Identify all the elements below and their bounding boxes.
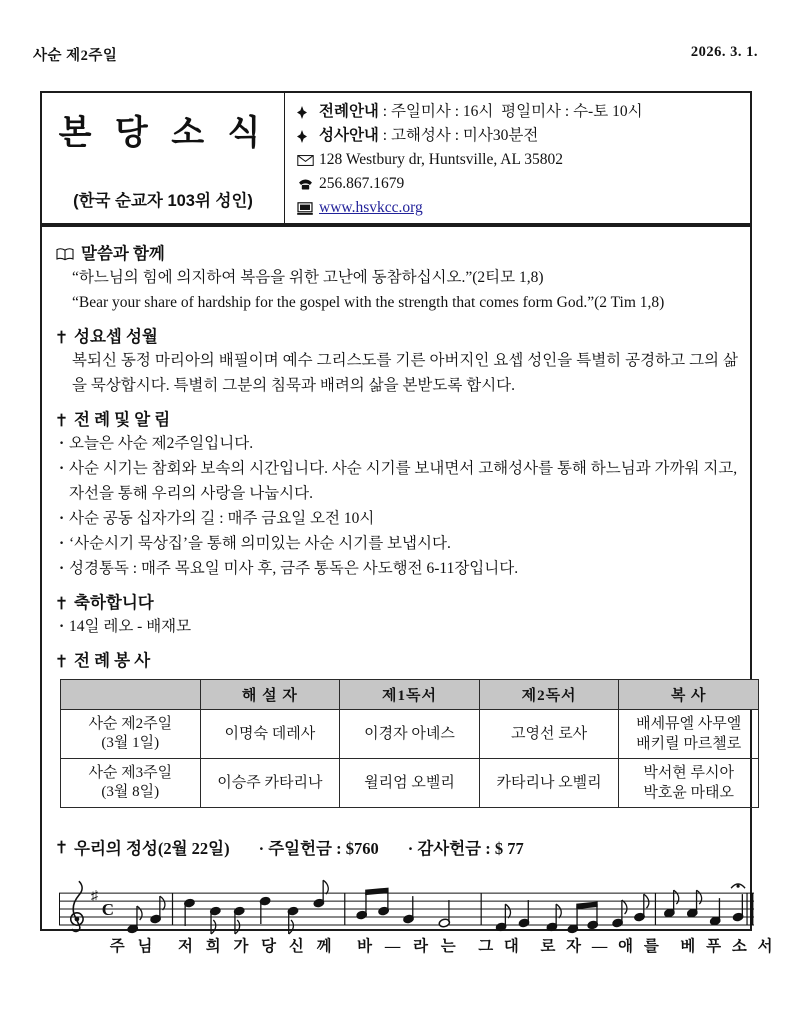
sacrament-info-row (297, 124, 744, 148)
col-commentator: 해 설 자 (200, 680, 340, 710)
cross-icon (56, 654, 67, 668)
col-first-reading: 제1독서 (340, 680, 480, 710)
section-title-text: 성요셉 성월 (74, 327, 158, 346)
phone-row (297, 172, 744, 196)
website-link[interactable]: www.hsvkcc.org (319, 199, 423, 216)
diamond-star-icon (297, 106, 319, 119)
running-head (33, 44, 758, 65)
quote-english: “Bear your share of hardship for the gospel with the strength that comes form God.”(2 Tim 1,8) (72, 294, 665, 311)
table-row (61, 759, 759, 808)
offering-row (56, 835, 738, 859)
bulletin-subtitle: (한국 순교자 103위 성인) (73, 192, 253, 210)
season-label: 사순 제2주일 (33, 48, 118, 64)
server-name: 박호윤 마태오 (643, 785, 735, 801)
joseph-paragraph: 복되신 동정 마리아의 배필이며 예수 그리스도를 기른 아버지인 요셉 성인을 특별히 공경하고 그의 삶을 묵상합시다. 특별히 그분의 침묵과 배려의 삶을 본받도록 합시다. (72, 352, 738, 394)
section-title-text: 말씀과 함께 (81, 244, 165, 263)
cell-week (61, 710, 201, 759)
hymn-staff (58, 877, 773, 965)
hymn-lyrics-phrase: 그 대 로 자 ― 애 를 베 푸 소 서 (478, 937, 773, 955)
section-title-text: 전 례 및 알 림 (74, 410, 171, 429)
week-date: (3월 8일) (101, 784, 160, 800)
sacrament-text: : 고해성사 : 미사30분전 (378, 127, 539, 144)
col-second-reading: 제2독서 (479, 680, 619, 710)
section-notices-title (56, 409, 738, 431)
server-name: 박서현 루시아 (643, 765, 735, 781)
key-signature-sharp: ♯ (90, 889, 98, 905)
masthead-info-cell (285, 93, 750, 223)
notice-item: · 사순 공동 십자가의 길 : 매주 금요일 오전 10시 (56, 506, 738, 531)
week-name: 사순 제3주일 (88, 765, 173, 781)
quote-korean: “하느님의 힘에 의지하여 복음을 위한 고난에 동참하십시오.”(2티모 1,8) (72, 269, 544, 286)
date-label: 2026. 3. 1. (690, 44, 758, 60)
cell-servers (619, 710, 759, 759)
cell-servers (619, 759, 759, 808)
notice-item: · 성경통독 : 매주 목요일 미사 후, 금주 통독은 사도행전 6-11장입니다. (56, 556, 738, 581)
table-row (61, 710, 759, 759)
phone-text: 256.867.1679 (319, 175, 405, 192)
thanks-offering: · 감사헌금 : $ 77 (407, 839, 524, 858)
server-name: 배세뮤엘 사무엘 (636, 716, 742, 732)
hymn-lyrics-phrase: 주 님 저 희 가 당 신 께 바 ― 라 는 (109, 937, 456, 955)
col-altar-server: 복 사 (619, 680, 759, 710)
open-book-icon (56, 248, 74, 261)
hymn-score (58, 877, 773, 965)
address-text: 128 Westbury dr, Huntsville, AL 35802 (319, 151, 563, 168)
liturgy-text: : 주일미사 : 16시 평일미사 : 수-토 10시 (378, 103, 643, 120)
offering-title: 우리의 정성(2월 22일) (74, 839, 230, 858)
cell-second-reading: 고영선 로사 (479, 710, 619, 759)
sacrament-label: 성사안내 (319, 127, 379, 144)
liturgy-info-row (297, 100, 744, 124)
final-barline (750, 893, 753, 925)
fermata-dot (736, 885, 739, 888)
envelope-icon (297, 155, 319, 166)
week-name: 사순 제2주일 (88, 716, 173, 732)
cell-first-reading: 윌리엄 오벨리 (340, 759, 480, 808)
cell-second-reading: 카타리나 오벨리 (479, 759, 619, 808)
section-title-text: 전 례 봉 사 (74, 651, 151, 670)
address-row (297, 148, 744, 172)
cross-icon (56, 840, 67, 854)
cell-first-reading: 이경자 아녜스 (340, 710, 480, 759)
congrats-item: · 14일 레오 - 배재모 (56, 614, 738, 639)
section-title-text: 축하합니다 (74, 593, 154, 612)
section-joseph-title (56, 326, 738, 348)
liturgy-label: 전례안내 (319, 103, 379, 120)
website-row (297, 196, 744, 220)
notes (127, 880, 744, 934)
treble-clef (71, 881, 83, 931)
section-word-title (56, 243, 738, 265)
col-week (61, 680, 201, 710)
cell-commentator: 이승주 카타리나 (200, 759, 340, 808)
cross-icon (56, 413, 67, 427)
beam (577, 902, 597, 908)
notice-item: · 사순 시기는 참회와 보속의 시간입니다. 사순 시기를 보내면서 고해성사를 통해 하느님과 가까워 지고, 자선을 통해 우리의 사랑을 나눕시다. (56, 456, 738, 506)
bulletin-body (40, 225, 773, 955)
time-signature: C (101, 900, 115, 920)
cell-commentator: 이명숙 데레사 (200, 710, 340, 759)
clef-spiral-dot (75, 917, 80, 922)
notice-item: · 오늘은 사순 제2주일입니다. (56, 431, 738, 456)
masthead-title-cell (42, 93, 285, 223)
section-servers-title (56, 650, 738, 672)
phone-icon (297, 178, 319, 190)
servers-table (60, 679, 759, 808)
server-name: 배키릴 마르첼로 (636, 736, 742, 752)
week-date: (3월 1일) (101, 735, 160, 751)
masthead (40, 91, 752, 225)
diamond-star-icon (297, 130, 319, 143)
table-header-row (61, 680, 759, 710)
section-congrats-title (56, 592, 738, 614)
cross-icon (56, 330, 67, 344)
beam (366, 888, 388, 894)
cross-icon (56, 596, 67, 610)
notice-item: · ‘사순시기 묵상집’을 통해 의미있는 사순 시기를 보냅시다. (56, 531, 738, 556)
bulletin-title: 본 당 소 식 (58, 114, 268, 152)
cell-week (61, 759, 201, 808)
computer-icon (297, 202, 319, 215)
sunday-offering: · 주일헌금 : $760 (258, 839, 379, 858)
